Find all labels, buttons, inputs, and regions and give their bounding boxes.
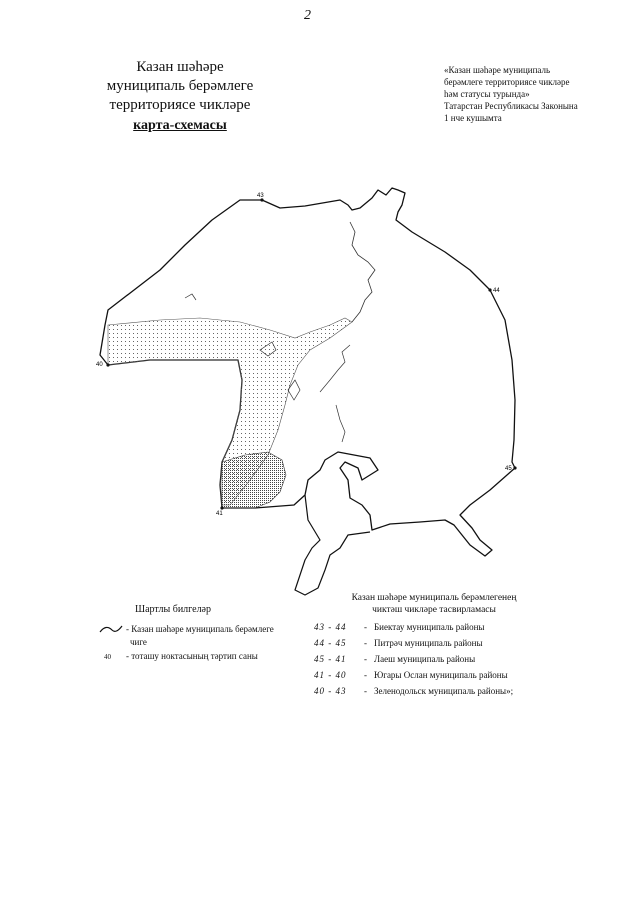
boundary-row: 44 - 45 - Питрәч муниципаль районы [314,638,483,648]
south-exclave-boundary [295,495,370,595]
point-label-40: 40 [96,362,103,368]
legend-boundary-line2: чиге [130,637,147,647]
boundary-text: Биектау муниципаль районы [374,622,485,632]
junction-point-40 [106,363,109,366]
boundary-code: 45 - 41 [314,654,347,664]
title-line-4: карта-схемасы [133,118,227,133]
appendix-line-1: «Казан шәһәре муниципаль [444,65,551,75]
junction-point-45 [513,466,516,469]
point-label-44: 44 [493,288,500,294]
boundary-row: 40 - 43 - Зеленодольск муниципаль районы»; [314,686,514,696]
boundary-text: Зеленодольск муниципаль районы»; [374,686,514,696]
legend-title: Шартлы билгеләр [135,604,211,615]
legend-point-symbol: 40 [104,653,111,661]
river-dense-area [220,452,286,508]
point-label-41: 41 [216,511,223,517]
appendix-line-4: Татарстан Республикасы Законына [444,101,578,111]
boundary-text: Питрәч муниципаль районы [374,638,483,648]
kazanka-river [350,222,375,322]
boundary-text: Югары Ослан муниципаль районы [374,670,508,680]
boundaries-title [344,592,524,616]
title-line-3: территориясе чикләре [109,97,251,113]
boundaries-title-line1: Казан шәһәре муниципаль берәмлегенең [351,593,517,603]
boundary-code: 44 - 45 [314,638,347,648]
title-line-2: муниципаль берәмлеге [106,78,254,94]
title-line-1: Казан шәһәре [136,59,224,75]
appendix-line-5: 1 нче кушымта [444,113,502,123]
boundary-code: 41 - 40 [314,670,347,680]
boundary-code: 40 - 43 [314,686,347,696]
legend-point-text: - тоташу ноктасының тәртип саны [126,651,258,661]
junction-point-41 [220,506,223,509]
boundary-row: 45 - 41 - Лаеш муниципаль районы [314,654,476,664]
junction-point-44 [488,288,491,291]
appendix-line-3: һәм статусы турында» [444,89,530,99]
boundary-code: 43 - 44 [314,622,347,632]
boundary-row: 43 - 44 - Биектау муниципаль районы [314,622,485,632]
river-branch [320,345,350,392]
small-lake [185,294,196,300]
boundary-row: 41 - 40 - Югары Ослан муниципаль районы [314,670,508,680]
appendix-line-2: берәмлеге территориясе чикләре [444,77,570,87]
point-label-43: 43 [257,193,264,199]
city-boundary [100,188,515,556]
legend-boundary-line1: - Казан шәһәре муниципаль берәмлеге [126,624,274,634]
river-branch-2 [336,405,345,442]
point-label-45: 45 [505,466,512,472]
page-number: 2 [304,8,311,23]
boundary-text: Лаеш муниципаль районы [374,654,476,664]
legend-boundary-symbol [100,626,122,632]
boundaries-title-line2: чиктәш чикләре тасвирламасы [372,605,496,615]
